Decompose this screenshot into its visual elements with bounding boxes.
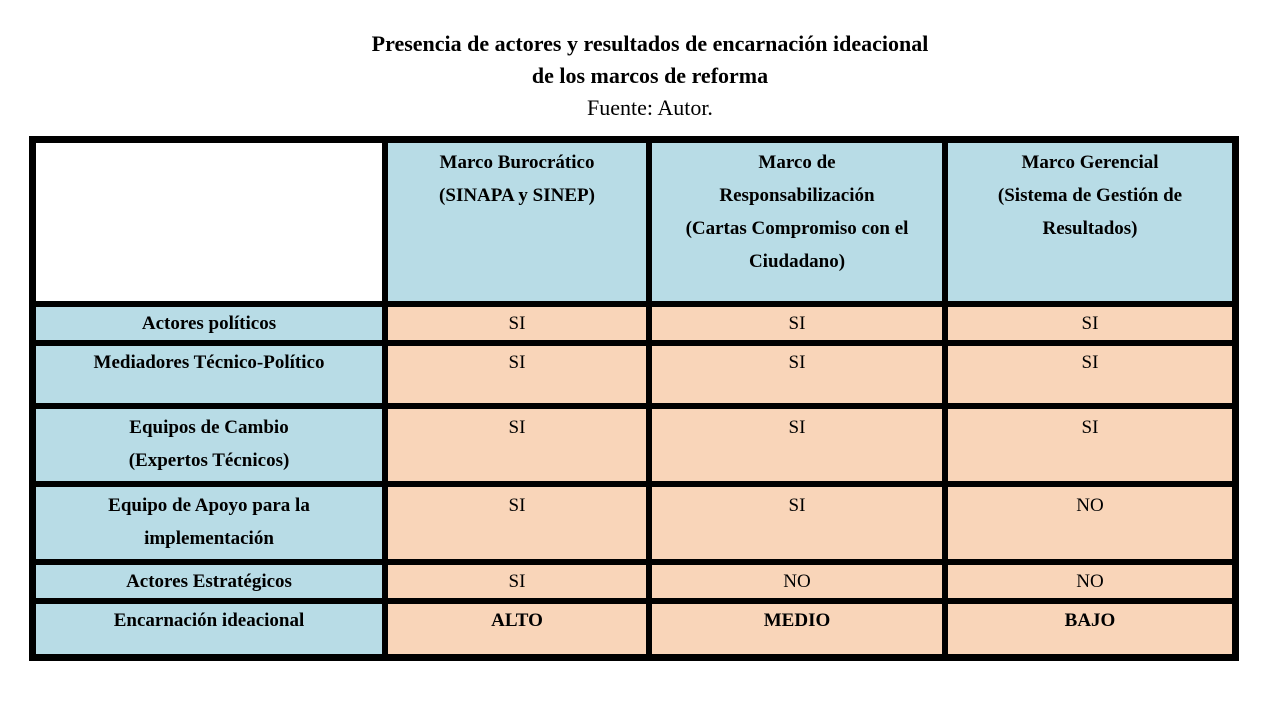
cell-value: BAJO: [945, 601, 1235, 657]
row-label: [33, 562, 385, 601]
cell-value: SI: [945, 343, 1235, 406]
cell-value: SI: [945, 406, 1235, 484]
row-label: [33, 406, 385, 484]
cell-value: MEDIO: [649, 601, 945, 657]
cell-value: SI: [945, 304, 1235, 343]
title-block: [0, 28, 1280, 124]
row-label-line: Actores Estratégicos: [126, 571, 292, 592]
table-row: [33, 406, 1235, 484]
cell-value: ALTO: [385, 601, 649, 657]
header-line: (SINAPA y SINEP): [439, 185, 595, 206]
table-row: [33, 484, 1235, 562]
cell-value: SI: [649, 343, 945, 406]
header-line: Marco de: [758, 152, 836, 173]
header-marco-responsabilizacion: [649, 140, 945, 304]
row-label-line: Equipos de Cambio: [129, 417, 289, 438]
cell-value: SI: [385, 304, 649, 343]
cell-value: SI: [385, 343, 649, 406]
header-marco-gerencial: [945, 140, 1235, 304]
title-line-2: de los marcos de reforma: [531, 63, 769, 88]
row-label-line: Mediadores Técnico-Político: [93, 352, 325, 373]
cell-value: SI: [649, 484, 945, 562]
cell-value: NO: [945, 484, 1235, 562]
table-row: [33, 601, 1235, 657]
cell-value: SI: [385, 406, 649, 484]
row-label-line: Encarnación ideacional: [113, 610, 305, 631]
table-row: [33, 304, 1235, 343]
header-line: (Sistema de Gestión de: [997, 185, 1183, 206]
header-line: Marco Burocrático: [439, 152, 595, 173]
row-label-line: (Expertos Técnicos): [128, 450, 290, 471]
row-label-line: Equipo de Apoyo para la: [108, 495, 310, 516]
header-row: [33, 140, 1235, 304]
cell-value: SI: [649, 304, 945, 343]
header-line: (Cartas Compromiso con el: [685, 218, 909, 239]
header-line: Responsabilización: [719, 185, 875, 206]
row-label: [33, 343, 385, 406]
row-label-line: implementación: [144, 528, 274, 549]
header-line: Ciudadano): [748, 251, 846, 272]
source-line: Fuente: Autor.: [587, 95, 713, 120]
cell-value: SI: [649, 406, 945, 484]
row-label: [33, 304, 385, 343]
table-row: [33, 343, 1235, 406]
cell-value: NO: [945, 562, 1235, 601]
row-label: [33, 484, 385, 562]
row-label-line: Actores políticos: [141, 313, 277, 334]
corner-cell: [33, 140, 385, 304]
header-line: Marco Gerencial: [1021, 152, 1159, 173]
reform-frames-table: [29, 136, 1239, 661]
cell-value: NO: [649, 562, 945, 601]
cell-value: SI: [385, 562, 649, 601]
row-label: [33, 601, 385, 657]
cell-value: SI: [385, 484, 649, 562]
title-line-1: Presencia de actores y resultados de encarnación ideacional: [371, 31, 929, 56]
header-line: Resultados): [1042, 218, 1138, 239]
table-row: [33, 562, 1235, 601]
header-marco-burocratico: [385, 140, 649, 304]
